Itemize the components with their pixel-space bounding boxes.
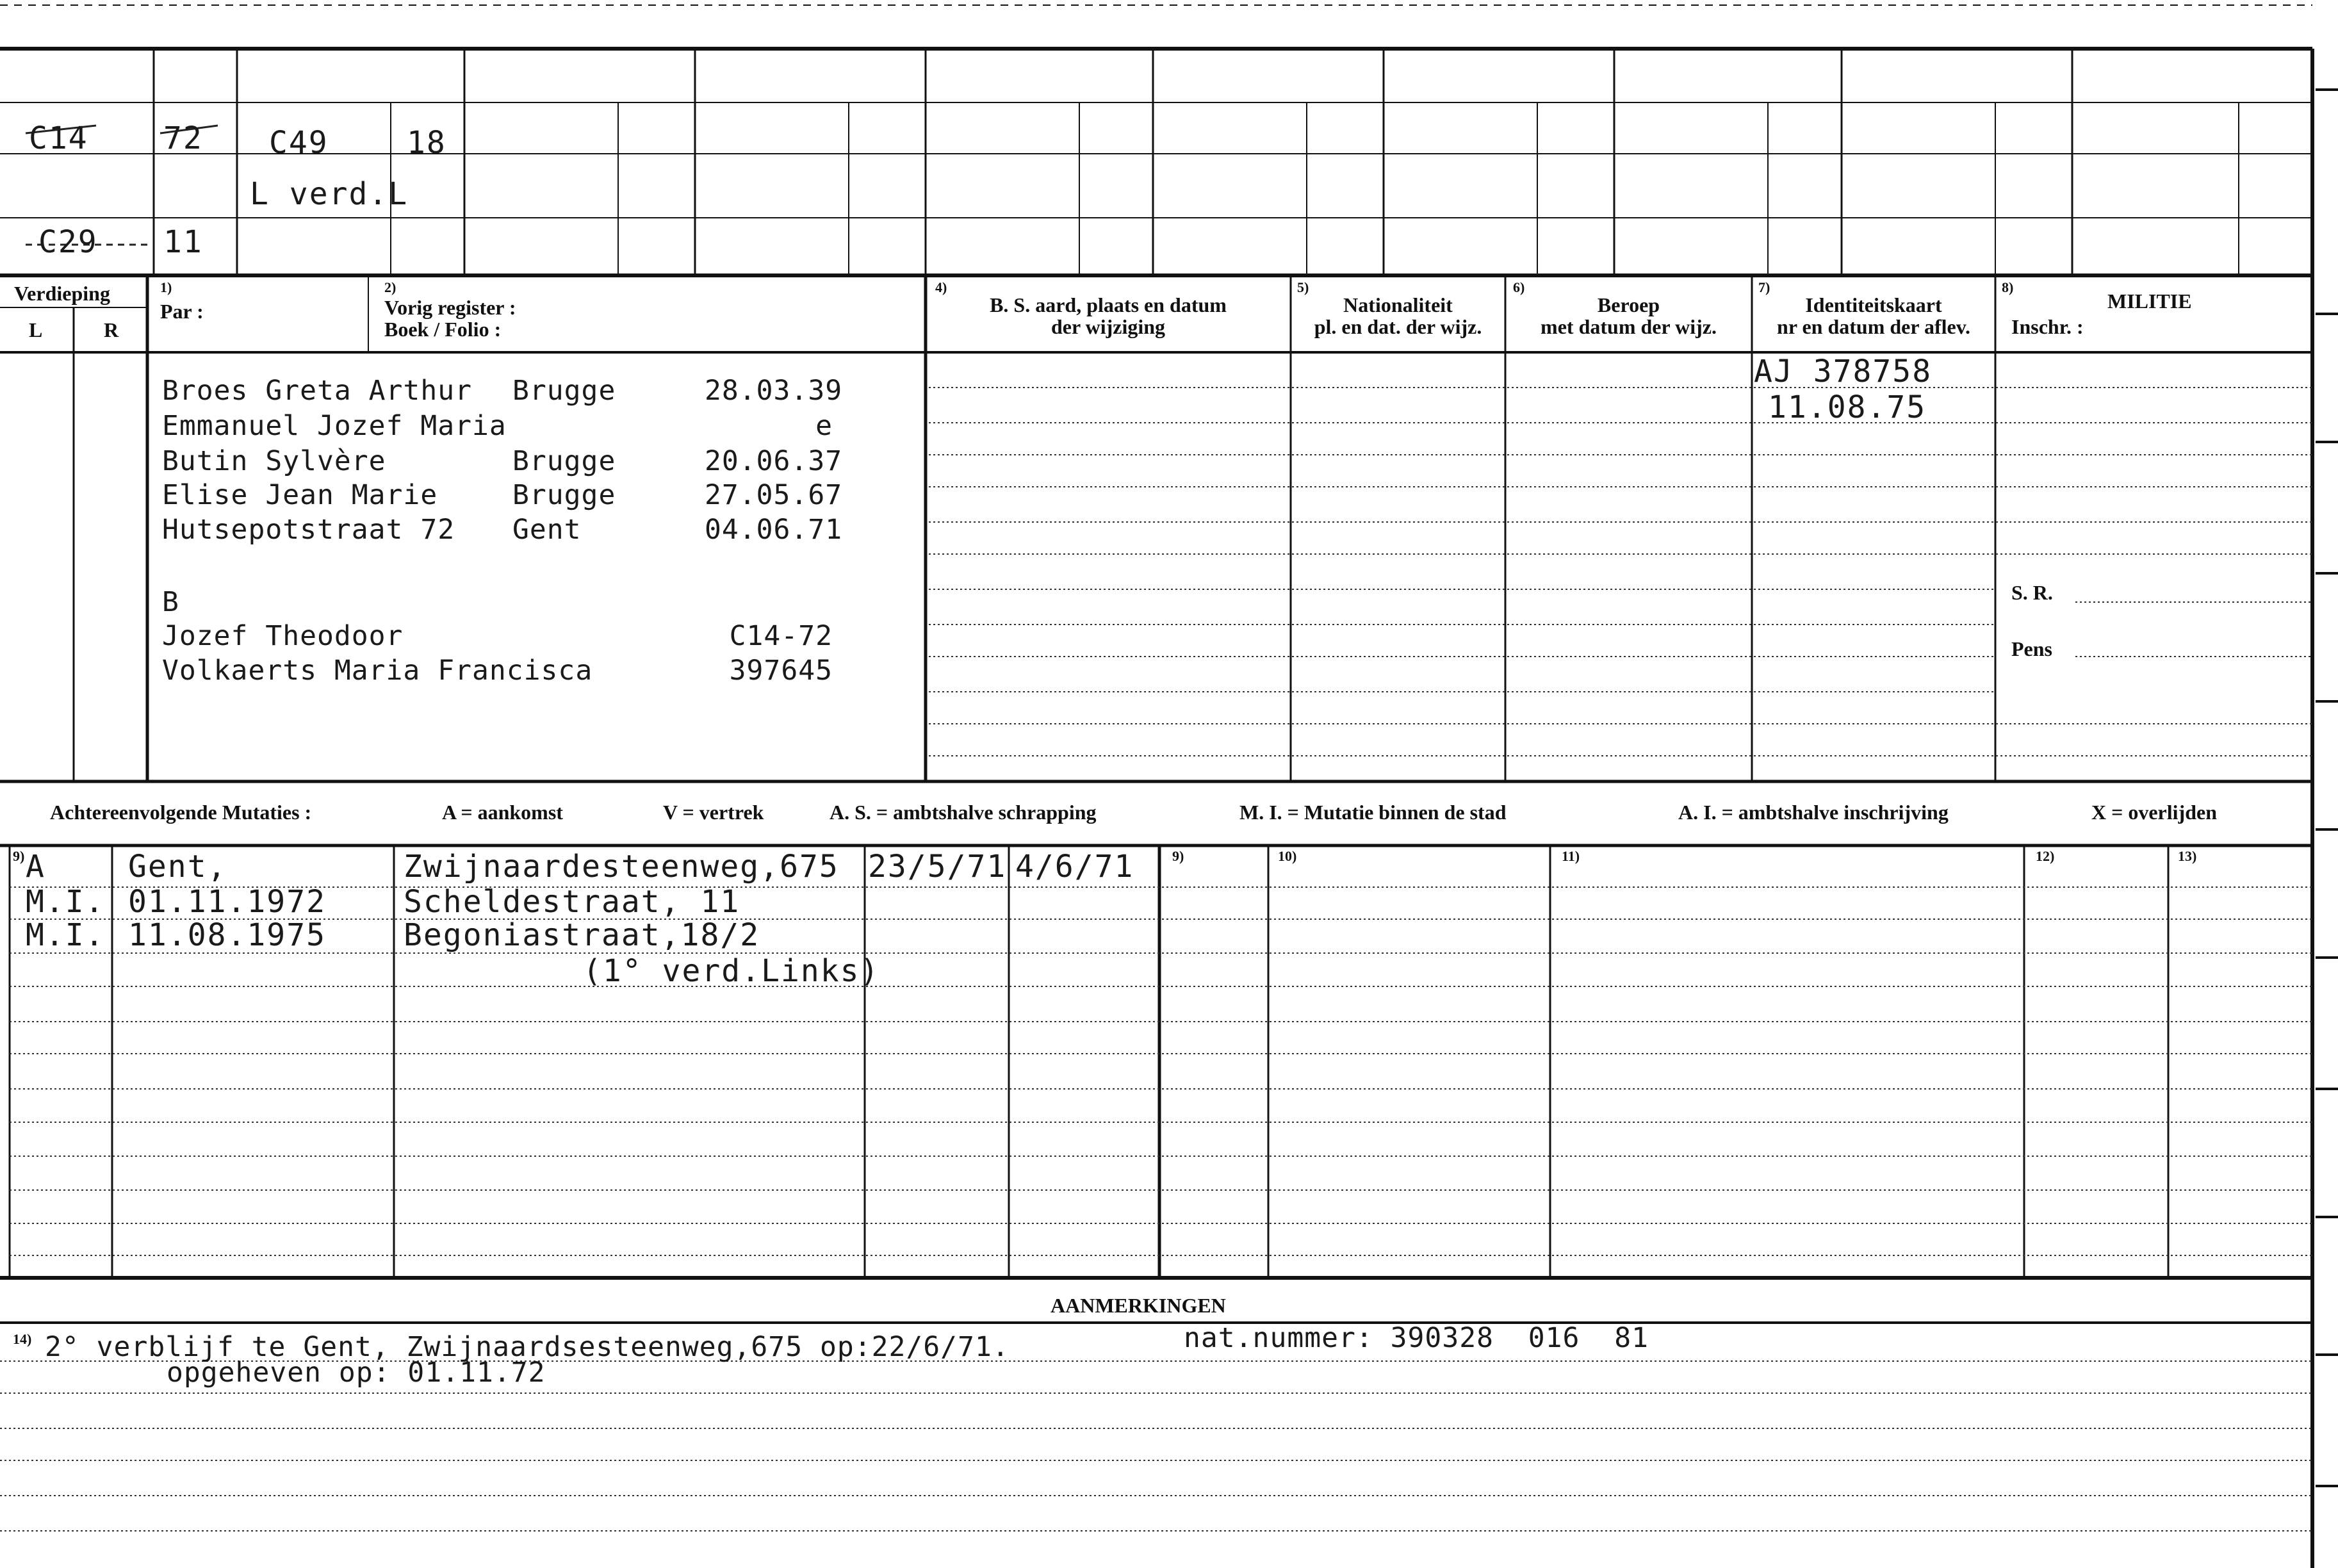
mutation-address: (1° verd.Links) [583, 953, 880, 989]
nationaliteit-header-1: Nationaliteit [1343, 293, 1453, 316]
person-name: B [162, 586, 179, 618]
legend-as: A. S. = ambtshalve schrapping [830, 801, 1097, 824]
person-date: 27.05.67 [705, 479, 843, 511]
bs-header-1: B. S. aard, plaats en datum [990, 293, 1227, 316]
mutation-address: Begoniastraat,18/2 [404, 917, 760, 953]
person-date: 397645 [729, 655, 833, 687]
col-num-4: 4) [935, 279, 947, 295]
identity-card-date: 11.08.75 [1768, 389, 1927, 425]
mutation-type: M.I. [26, 917, 105, 953]
remarks-line-2: opgeheven op: 01.11.72 [167, 1357, 546, 1389]
col-num-2: 2) [384, 279, 396, 295]
person-date: 20.06.37 [705, 445, 843, 477]
mutation-date-2: 4/6/71 [1015, 849, 1134, 885]
legend-x: X = overlijden [2091, 801, 2217, 824]
mut-col-num-10: 10) [1278, 848, 1297, 864]
old-code-2-left: C29 [38, 224, 98, 260]
person-name: Volkaerts Maria Francisca [162, 655, 593, 687]
person-place: Brugge [512, 479, 616, 511]
vorig-register-label: Vorig register : [384, 296, 516, 319]
mut-col-num-9: 9) [13, 848, 25, 864]
mutation-place-date: 01.11.1972 [128, 884, 326, 920]
person-name: Emmanuel Jozef Maria [162, 410, 507, 442]
old-code-right: 72 [163, 120, 203, 156]
mut-col-num-11: 11) [1562, 848, 1580, 864]
identiteitskaart-header-2: nr en datum der aflev. [1777, 315, 1970, 338]
current-folio: 18 [407, 125, 446, 161]
person-place: Gent [512, 514, 582, 546]
floor-note: L verd.L [250, 176, 409, 212]
mut-col-num-13: 13) [2178, 848, 2197, 864]
col-num-6: 6) [1513, 279, 1525, 295]
mut-col-num-9b: 9) [1172, 848, 1184, 864]
legend-mi: M. I. = Mutatie binnen de stad [1239, 801, 1507, 824]
current-code: C49 [269, 125, 329, 161]
col-num-8: 8) [2002, 279, 2014, 295]
remarks-line-1: 2° verblijf te Gent, Zwijnaardsesteenweg,675 op:22/6/71. [45, 1331, 1010, 1363]
person-date: e [815, 410, 833, 442]
identiteitskaart-header-1: Identiteitskaart [1805, 293, 1942, 316]
legend-a: A = aankomst [442, 801, 563, 824]
left-label: L [29, 318, 43, 341]
person-name: Elise Jean Marie [162, 479, 438, 511]
person-name: Butin Sylvère [162, 445, 386, 477]
person-name: Broes Greta Arthur [162, 375, 472, 407]
mutation-date-1: 23/5/71 [868, 849, 1007, 885]
mutation-place-date: 11.08.1975 [128, 917, 326, 953]
identity-card-number: AJ 378758 [1754, 354, 1933, 389]
col-num-7: 7) [1758, 279, 1770, 295]
beroep-header-1: Beroep [1597, 293, 1660, 316]
person-name: Hutsepotstraat 72 [162, 514, 455, 546]
remarks-num: 14) [13, 1331, 32, 1347]
mut-col-num-12: 12) [2036, 848, 2055, 864]
remarks-title: AANMERKINGEN [1050, 1294, 1226, 1317]
person-date: 04.06.71 [705, 514, 843, 546]
mutation-type: M.I. [26, 884, 105, 920]
mutation-place-date: Gent, [128, 849, 227, 885]
beroep-header-2: met datum der wijz. [1541, 315, 1717, 338]
militie-header: MILITIE [2107, 290, 2192, 313]
col-num-5: 5) [1297, 279, 1309, 295]
old-code-left: C14 [29, 120, 88, 156]
person-date: C14-72 [729, 620, 833, 652]
nationaliteit-header-2: pl. en dat. der wijz. [1314, 315, 1482, 338]
par-label: Par : [160, 300, 204, 323]
remarks-nat-nummer: nat.nummer: 390328 016 81 [1184, 1322, 1649, 1354]
verdieping-label: Verdieping [14, 282, 110, 305]
legend-ai: A. I. = ambtshalve inschrijving [1678, 801, 1949, 824]
old-code-2-right: 11 [163, 224, 203, 260]
mutation-address: Zwijnaardesteenweg,675 [404, 849, 839, 885]
inschr-label: Inschr. : [2011, 315, 2084, 338]
person-date: 28.03.39 [705, 375, 843, 407]
mutations-legend-title: Achtereenvolgende Mutaties : [50, 801, 312, 824]
sr-label: S. R. [2011, 581, 2053, 604]
person-place: Brugge [512, 375, 616, 407]
right-label: R [104, 318, 119, 341]
pens-label: Pens [2011, 637, 2052, 660]
boek-folio-label: Boek / Folio : [384, 318, 502, 341]
col-num-1: 1) [160, 279, 172, 295]
legend-v: V = vertrek [663, 801, 764, 824]
mutation-address: Scheldestraat, 11 [404, 884, 740, 920]
person-place: Brugge [512, 445, 616, 477]
person-name: Jozef Theodoor [162, 620, 404, 652]
mutation-type: A [26, 849, 45, 885]
bs-header-2: der wijziging [1050, 315, 1166, 338]
